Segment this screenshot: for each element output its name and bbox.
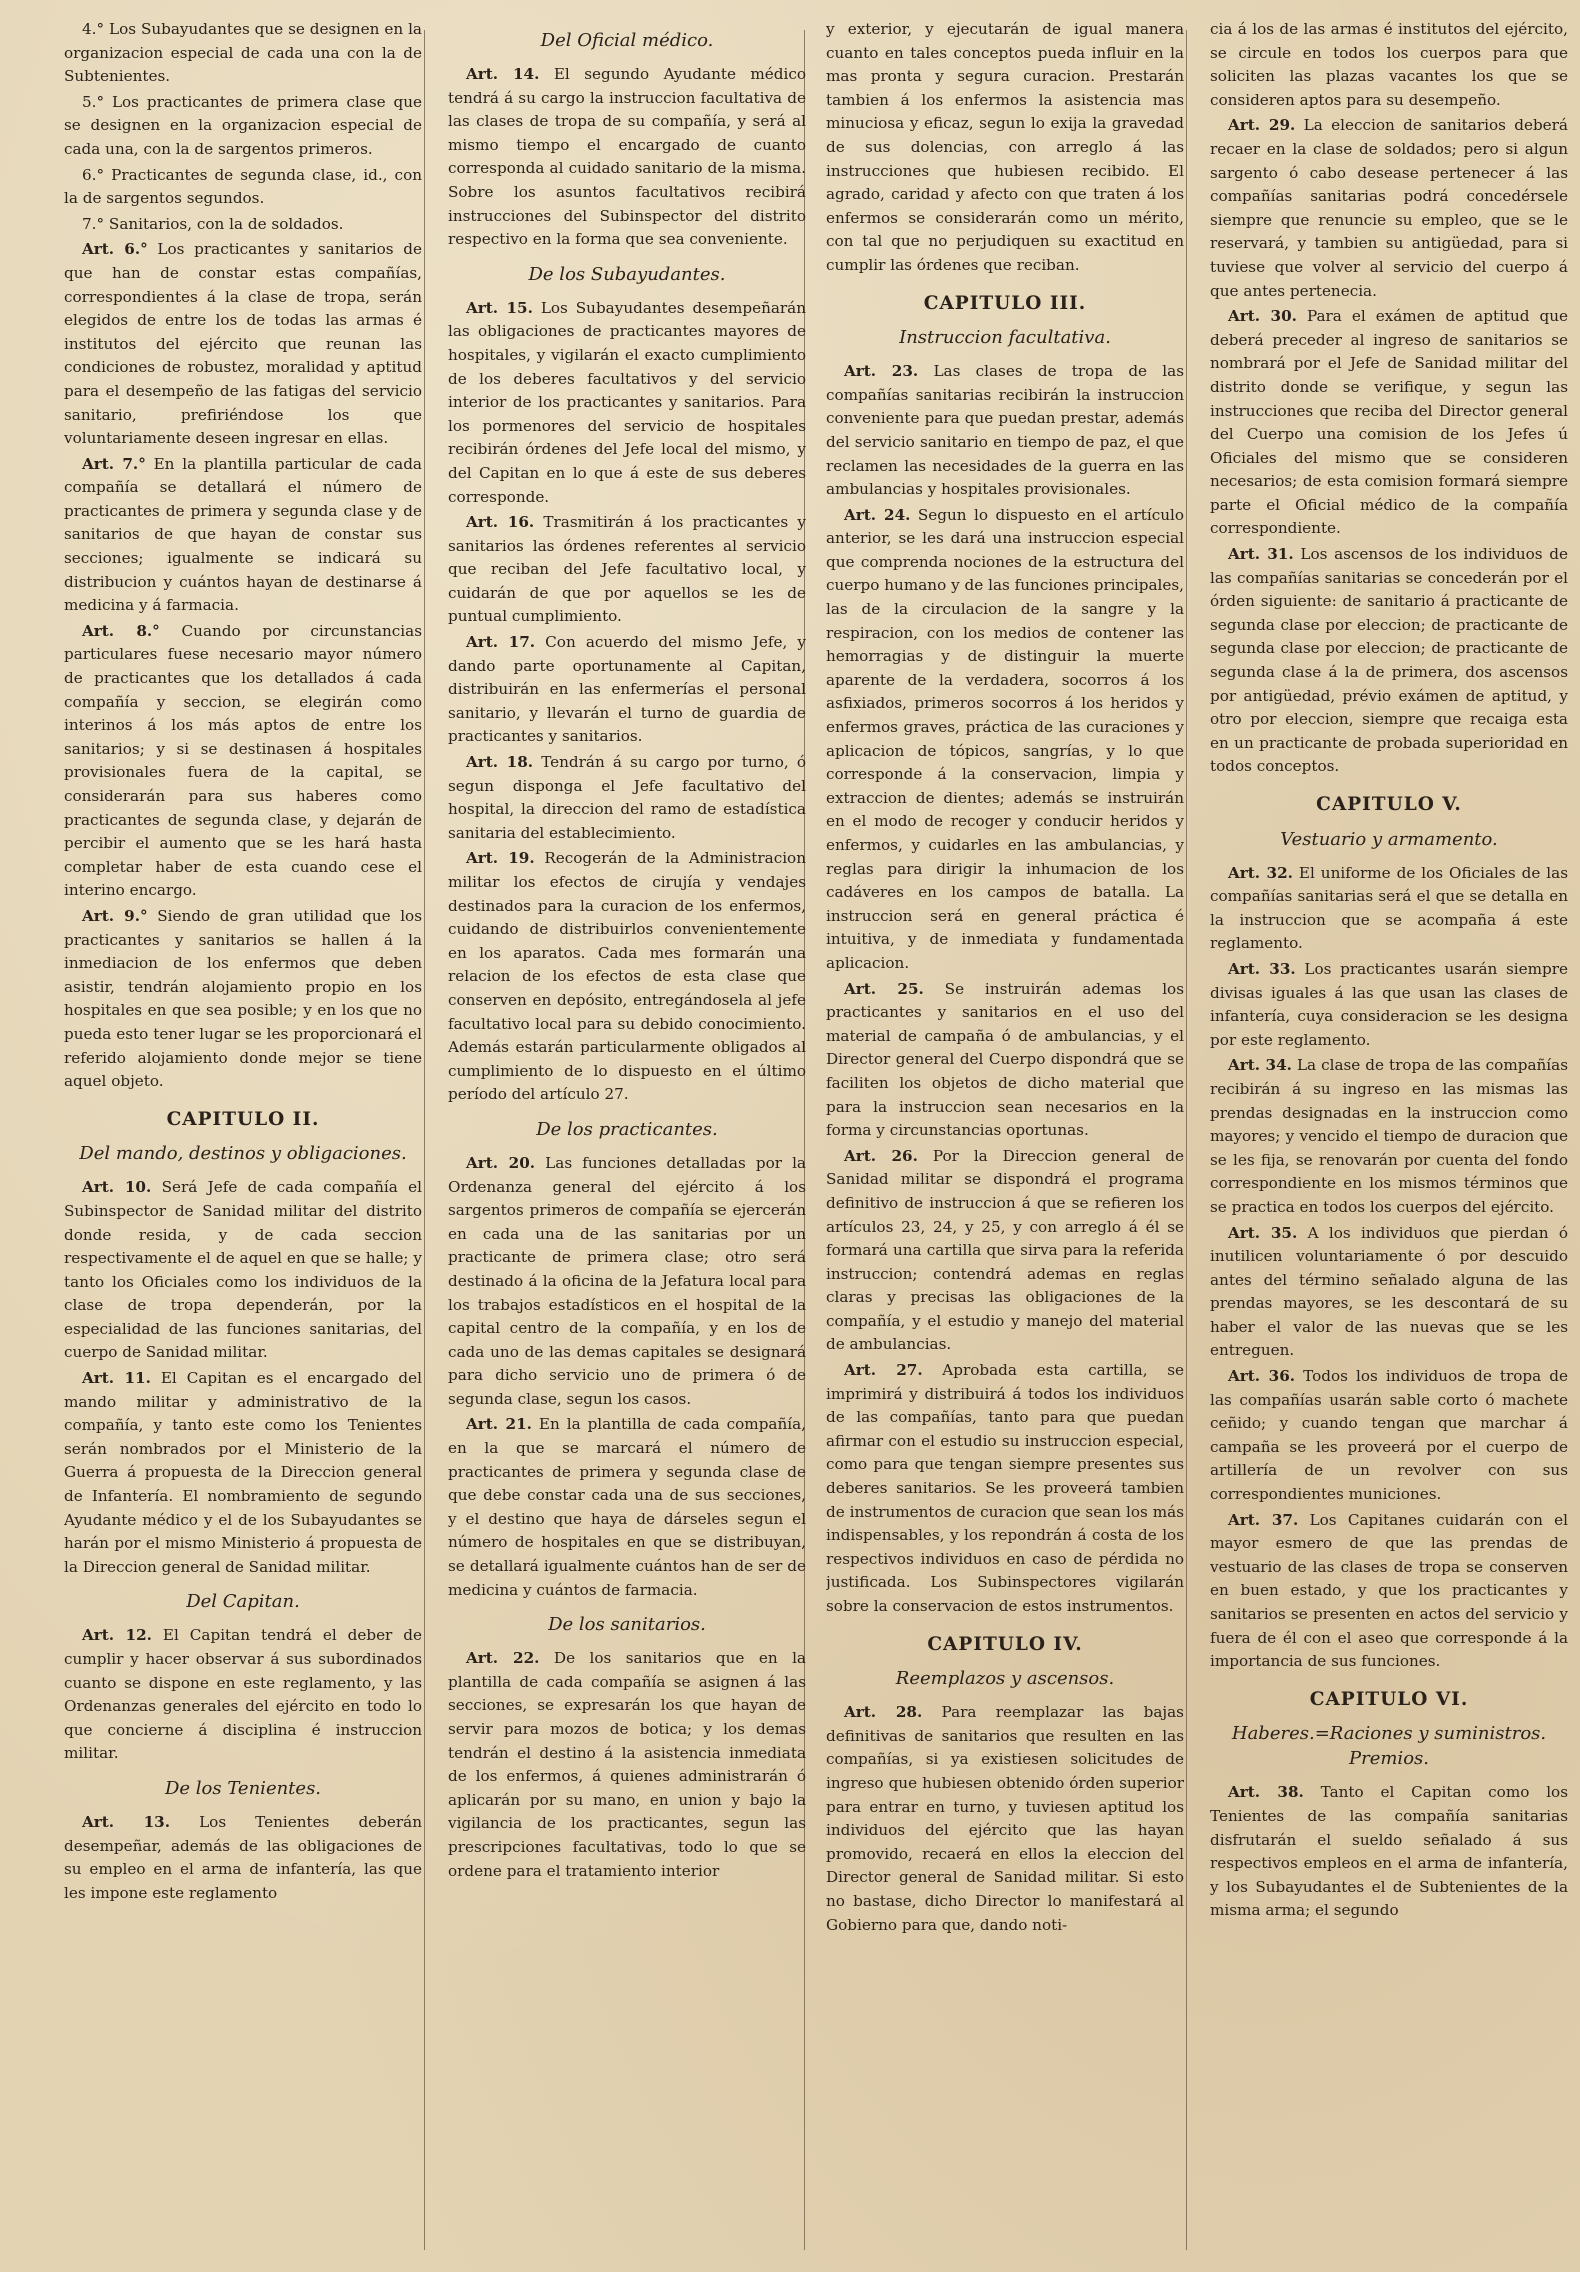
chapter-heading: CAPITULO III. (923, 292, 1087, 314)
article-paragraph (64, 1367, 422, 1579)
article-paragraph (1210, 1509, 1568, 1674)
article-number: Art. 27. (844, 1361, 923, 1380)
paragraph (826, 18, 1184, 278)
paragraph-text: De los sanitarios que en la plantilla de cada compañía se asignen á las secciones, se expresarán los que hayan de servir para mozos de botica; y los demas tendrán el destino á la asistencia inmediata de los enfermos, á quienes administrarán ó aplicarán por su mano, en union y bajo la vigilancia de los practicantes, segun las prescripciones facultativas, todo lo que se ordene para el tratamiento interior (448, 1649, 806, 1880)
paragraph-text: Los practicantes y sanitarios de que han de constar estas compañías, correspondientes á la clase de tropa, serán elegidos de entre los de todas las armas é institutos del ejército que reunan las condiciones de robustez, moralidad y aptitud para el desempeño de las fatigas del servicio sanitario, prefiriéndose los que voluntariamente deseen ingresar en ellas. (64, 240, 422, 448)
section-heading: De los Subayudantes. (528, 263, 726, 285)
article-paragraph (1210, 114, 1568, 303)
article-number: Art. 13. (82, 1812, 171, 1831)
section-heading: De los practicantes. (536, 1118, 718, 1140)
article-number: Art. 34. (1228, 1056, 1292, 1075)
text-column-1 (64, 18, 422, 2258)
article-number: Art. 14. (466, 65, 540, 83)
article-paragraph (1210, 543, 1568, 779)
article-paragraph (448, 297, 806, 509)
article-number: Art. 6.° (82, 240, 148, 259)
article-paragraph (826, 1701, 1184, 1937)
paragraph-text: cia á los de las armas é institutos del ejército, se circule en todos los cuerpos para que soliciten las plazas vacantes los que se consideren aptos para su desempeño. (1210, 20, 1568, 109)
paragraph-text: y exterior, y ejecutarán de igual manera cuanto en tales conceptos pueda influir en la mas pronta y segura curacion. Prestarán tambien á los enfermos la asistencia mas minuciosa y eficaz, segun lo exija la gravedad de sus dolencias, con arreglo á las instrucciones que hubiesen recibido. El agrado, caridad y afecto con que traten á los enfermos se considerarán como un mérito, con tal que no perjudiquen su exactitud en cumplir las órdenes que reciban. (826, 20, 1184, 274)
paragraph (64, 164, 422, 211)
article-paragraph (1210, 305, 1568, 541)
article-number: Art. 18. (466, 753, 534, 772)
article-number: Art. 11. (82, 1369, 151, 1388)
paragraph-text: 7.° Sanitarios, con la de soldados. (82, 214, 344, 233)
article-paragraph (64, 1176, 422, 1365)
paragraph-text: Las funciones detalladas por la Ordenanza general del ejército á los sargentos primeros de compañía se ejercerán en cada una de las sanitarias por un practicante de primera clase; otro será destinado á la oficina de la Jefatura local para los trabajos estadísticos en el hospital de la capital centro de la compañía, y en los de cada uno de las demas capitales se designará para dicho servicio uno de primera ó de segunda clase, segun los casos. (448, 1153, 806, 1408)
paragraph (64, 91, 422, 162)
paragraph-text: La clase de tropa de las compañías recibirán á su ingreso en las mismas las prendas designadas en la instruccion como mayores; y vencido el tiempo de duracion que se les fija, se renovarán por cuenta del fondo correspondiente en los mismos términos que se practica en todos los cuerpos del ejército. (1210, 1056, 1568, 1216)
section-heading: Del Capitan. (186, 1591, 300, 1613)
article-number: Art. 25. (844, 979, 924, 998)
chapter-heading: CAPITULO II. (166, 1108, 320, 1130)
article-number: Art. 8.° (82, 621, 160, 640)
paragraph-text: En la plantilla particular de cada compañía se detallará el número de practicantes de primera y segunda clase y de sanitarios de que hayan de constar sus secciones; igualmente se indicará su distribucion y cuántos hayan de destinarse á medicina y á farmacia. (64, 454, 422, 615)
article-paragraph (826, 360, 1184, 502)
chapter-heading: CAPITULO V. (1316, 794, 1462, 815)
article-number: Art. 35. (1228, 1223, 1298, 1242)
section-heading: Reemplazos y ascensos. (895, 1668, 1115, 1690)
paragraph-text: En la plantilla de cada compañía, en la que se marcará el número de practicantes de primera y segunda clase de que debe constar cada una de sus secciones, y el destino que haya de dárseles segun el número de hospitales en que se distribuyan, se detallará igualmente cuántos han de ser de medicina y cuántos de farmacia. (448, 1415, 806, 1599)
section-heading: Vestuario y armamento. (1280, 828, 1498, 850)
article-paragraph (448, 1152, 806, 1412)
paragraph-text: El Capitan es el encargado del mando militar y administrativo de la compañía, y tanto este como los Tenientes serán nombrados por el Ministerio de la Guerra á propuesta de la Direccion general de Infantería. El nombramiento de segundo Ayudante médico y el de los Subayudantes se harán por el mismo Ministerio á propuesta de la Direccion general de Sanidad militar. (64, 1369, 422, 1576)
paragraph-text: Será Jefe de cada compañía el Subinspector de Sanidad militar del distrito donde resida, y de cada seccion respectivamente el de aquel en que se halle; y tanto los Oficiales como los individuos de la clase de tropa dependerán, por la especialidad de las funciones sanitarias, del cuerpo de Sanidad militar. (64, 1178, 422, 1362)
article-paragraph (448, 847, 806, 1107)
text-column-3 (826, 18, 1184, 2258)
section-heading: Del mando, destinos y obligaciones. (79, 1143, 407, 1165)
paragraph-text: Todos los individuos de tropa de las compañías usarán sable corto ó machete ceñido; y cuando tengan que marchar á campaña se les proveerá por el cuerpo de artillería de un revolver con sus correspondientes municiones. (1210, 1367, 1568, 1504)
article-paragraph (826, 1359, 1184, 1619)
article-paragraph (448, 1413, 806, 1602)
article-paragraph (64, 1811, 422, 1905)
article-paragraph (64, 1624, 422, 1766)
article-number: Art. 16. (466, 513, 535, 532)
article-number: Art. 24. (844, 505, 911, 524)
paragraph-text: Los Subayudantes desempeñarán las obligaciones de practicantes mayores de hospitales, y vigilarán el exacto cumplimiento de los deberes facultativos y del servicio interior de los practicantes y sanitarios. Para los pormenores del servicio de hospitales recibirán órdenes del Jefe local del mismo, y del Capitan en lo que á este de sus deberes corresponde. (448, 298, 806, 506)
paragraph-text: Las clases de tropa de las compañías sanitarias recibirán la instruccion conveniente para que puedan prestar, además del servicio sanitario en tiempo de paz, el que reclamen las necesidades de la guerra en las ambulancias y hospitales provisionales. (826, 362, 1184, 499)
article-paragraph (1210, 862, 1568, 956)
article-paragraph (64, 238, 422, 450)
paragraph-text: Se instruirán ademas los practicantes y sanitarios en el uso del material de campaña ó de ambulancias, y el Director general del Cuerpo dispondrá que se faciliten los objetos de dicho material que para la instruccion sean necesarios en la forma y circunstancias oportunas. (826, 979, 1184, 1140)
article-number: Art. 21. (466, 1415, 532, 1434)
paragraph-text: Los ascensos de los individuos de las compañías sanitarias se concederán por el órden siguiente: de sanitario á practicante de segunda clase por eleccion; de practicante de segunda clase por eleccion; de practicante de segunda clase á la de primera, dos ascensos por antigüedad, prévio exámen de aptitud, y otro por eleccion, siempre que recaiga esta en un practicante de probada superioridad en todos conceptos. (1210, 545, 1568, 776)
section-heading: Instruccion facultativa. (899, 327, 1111, 349)
article-paragraph (1210, 958, 1568, 1052)
section-heading: De los sanitarios. (548, 1614, 706, 1636)
article-paragraph (448, 631, 806, 749)
paragraph-text: Tendrán á su cargo por turno, ó segun disponga el Jefe facultativo del hospital, la direccion del ramo de estadística sanitaria del establecimiento. (448, 753, 806, 842)
article-paragraph (1210, 1365, 1568, 1507)
article-number: Art. 30. (1228, 307, 1297, 326)
chapter-heading: CAPITULO IV. (927, 1633, 1083, 1655)
section-heading: Haberes.=Raciones y suministros. Premios. (1231, 1723, 1547, 1770)
paragraph-text: El Capitan tendrá el deber de cumplir y hacer observar á sus subordinados cuanto se dispone en este reglamento, y las Ordenanzas generales del ejército en todo lo que concierne á disciplina é instruccion militar. (64, 1626, 422, 1763)
paragraph (1210, 18, 1568, 112)
article-number: Art. 38. (1228, 1783, 1304, 1802)
chapter-heading: CAPITULO VI. (1309, 1688, 1469, 1710)
paragraph-text: 5.° Los practicantes de primera clase que se designen en la organizacion especial de cada una, con la de sargentos primeros. (64, 92, 422, 158)
paragraph-text: Tanto el Capitan como los Tenientes de las compañía sanitarias disfrutarán el sueldo señalado á sus respectivos empleos en el arma de infantería, y los Subayudantes el de Subtenientes de la misma arma; el segundo (1210, 1783, 1568, 1920)
paragraph-text: Los Capitanes cuidarán con el mayor esmero de que las prendas de vestuario de las clases de tropa se conserven en buen estado, y que los practicantes y sanitarios se presenten en actos del servicio y fuera de él con el aseo que corresponde á la importancia de sus funciones. (1210, 1510, 1568, 1671)
article-paragraph (64, 905, 422, 1094)
article-number: Art. 29. (1228, 116, 1296, 135)
article-paragraph (1210, 1781, 1568, 1923)
article-number: Art. 26. (844, 1146, 918, 1165)
article-paragraph (826, 978, 1184, 1143)
paragraph-text: 4.° Los Subayudantes que se designen en la organizacion especial de cada una con la de Subtenientes. (64, 20, 422, 86)
article-number: Art. 32. (1228, 863, 1293, 882)
article-number: Art. 22. (466, 1649, 540, 1668)
article-number: Art. 9.° (82, 906, 148, 925)
column-divider (1186, 30, 1187, 2250)
article-number: Art. 31. (1228, 545, 1294, 564)
paragraph-text: Por la Direccion general de Sanidad militar se dispondrá el programa definitivo de instruccion á que se refieren los artículos 23, 24, y 25, y con arreglo á él se formará una cartilla que sirva para la referida instruccion; contendrá ademas en reglas claras y precisas las obligaciones de la compañía, y el estudio y manejo del material de ambulancias. (826, 1146, 1184, 1354)
text-column-4 (1210, 18, 1568, 2258)
article-paragraph (64, 453, 422, 618)
article-paragraph (448, 511, 806, 629)
article-number: Art. 12. (82, 1626, 152, 1645)
paragraph-text: Segun lo dispuesto en el artículo anterior, se les dará una instruccion especial que comprenda nociones de la estructura del cuerpo humano y de las funciones principales, las de la circulacion de la sangre y la respiracion, con los medios de contener las hemorragias y de distinguir la muerte aparente de la verdadera, socorros á los asfixiados, primeros socorros á los heridos y enfermos graves, práctica de las curaciones y aplicacion de tópicos, sangrías, y lo que corresponde á la conservacion, limpia y extraccion de dientes; además se instruirán en el modo de recoger y conducir heridos y enfermos, y cuidarles en las ambulancias, y reglas para dirigir la inhumacion de los cadáveres en los campos de batalla. La instruccion será en general práctica é intuitiva, y de inmediata y fundamentada aplicacion. (826, 505, 1184, 972)
paragraph-text: Los practicantes usarán siempre divisas iguales á las que usan las clases de infantería, cuya consideracion se les designa por este reglamento. (1210, 959, 1568, 1049)
paragraph-text: La eleccion de sanitarios deberá recaer en la clase de soldados; pero si algun sargento ó cabo desease pertenecer á las compañías sanitarias podrá concedérsele siempre que renuncie su empleo, que se le reservará, y tambien su antigüedad, para si tuviese que volver al servicio del cuerpo á que antes pertenecia. (1210, 116, 1568, 300)
article-number: Art. 36. (1228, 1367, 1296, 1386)
column-divider (424, 30, 425, 2250)
article-number: Art. 7.° (82, 454, 146, 473)
paragraph-text: 6.° Practicantes de segunda clase, id., con la de sargentos segundos. (64, 165, 422, 208)
paragraph-text: A los individuos que pierdan ó inutilicen voluntariamente ó por descuido antes del término señalado alguna de las prendas mayores, se les descontará de su haber el valor de las nuevas que se les entreguen. (1210, 1223, 1568, 1360)
paragraph-text: Para reemplazar las bajas definitivas de sanitarios que resulten en las compañías, si ya existiesen solicitudes de ingreso que hubiesen obtenido órden superior para entrar en turno, y tuviesen aptitud los individuos del ejército que las hayan promovido, recaerá en ellos la eleccion del Director general de Sanidad militar. Si esto no bastase, dicho Director lo manifestará al Gobierno para que, dando noti- (826, 1703, 1184, 1934)
article-number: Art. 33. (1228, 959, 1296, 978)
article-number: Art. 17. (466, 633, 536, 652)
article-paragraph (448, 63, 806, 252)
article-number: Art. 28. (844, 1703, 923, 1722)
paragraph-text: Cuando por circunstancias particulares fuese necesario mayor número de practicantes que los detallados á cada compañía y seccion, se elegirán como interinos á los más aptos de entre los sanitarios; y si se destinasen á hospitales provisionales fuera de la capital, se considerarán para sus haberes como practicantes de segunda clase, y dejarán de percibir el aumento que se les hará hasta completar haber de esta cuando cese el interino encargo. (64, 621, 422, 900)
paragraph-text: Recogerán de la Administracion militar los efectos de cirujía y vendajes destinados para la curacion de los enfermos, cuidando de distribuirlos convenientemente en los aparatos. Cada mes formarán una relacion de los efectos de esta clase que conserven en depósito, entregándosela al jefe facultativo local para su debido conocimiento. Además estarán particularmente obligados al cumplimiento de lo dispuesto en el último período del artículo 27. (448, 849, 806, 1104)
article-number: Art. 10. (82, 1178, 152, 1197)
article-paragraph (1210, 1054, 1568, 1219)
paragraph-text: Trasmitirán á los practicantes y sanitarios las órdenes referentes al servicio que reciban del Jefe facultativo local, y cuidarán de que por aquellos se les de puntual cumplimiento. (448, 513, 806, 626)
article-number: Art. 19. (466, 849, 535, 868)
article-paragraph (448, 1647, 806, 1883)
paragraph-text: El uniforme de los Oficiales de las compañías sanitarias será el que se detalla en la instruccion que se acompaña á este reglamento. (1210, 863, 1568, 953)
article-paragraph (64, 620, 422, 903)
article-number: Art. 20. (466, 1153, 536, 1172)
article-number: Art. 15. (466, 298, 533, 317)
article-paragraph (448, 751, 806, 845)
paragraph-text: Con acuerdo del mismo Jefe, y dando parte oportunamente al Capitan, distribuirán en las enfermerías el personal sanitario, y llevarán el turno de guardia de practicantes y sanitarios. (448, 633, 806, 746)
paragraph-text: Siendo de gran utilidad que los practicantes y sanitarios se hallen á la inmediacion de los enfermos que deben asistir, tendrán alojamiento propio en los hospitales en que sea posible; y en los que no pueda esto tener lugar se les proporcionará el referido alojamiento donde mejor se tiene aquel objeto. (64, 906, 422, 1091)
article-paragraph (1210, 1222, 1568, 1364)
paragraph-text: Los Tenientes deberán desempeñar, además de las obligaciones de su empleo en el arma de infantería, las que les impone este reglamento (64, 1812, 422, 1902)
article-number: Art. 37. (1228, 1510, 1299, 1529)
section-heading: De los Tenientes. (164, 1777, 322, 1799)
text-column-2 (448, 18, 806, 2258)
paragraph-text: El segundo Ayudante médico tendrá á su cargo la instruccion facultativa de las clases de tropa de su compañía, y será al mismo tiempo el encargado de cuanto corresponda al cuidado sanitario de la misma. Sobre los asuntos facultativos recibirá instrucciones del Subinspector del distrito respectivo en la forma que sea conveniente. (448, 65, 806, 249)
paragraph (64, 213, 422, 237)
article-number: Art. 23. (844, 362, 919, 381)
paragraph-text: Para el exámen de aptitud que deberá preceder al ingreso de sanitarios se nombrará por el Jefe de Sanidad militar del distrito donde se verifique, y segun las instrucciones que reciba del Director general del Cuerpo una comision de los Jefes ú Oficiales del mismo que se consideren necesarios; de esta comision formará siempre parte el Oficial médico de la compañía correspondiente. (1210, 307, 1568, 538)
article-paragraph (826, 1145, 1184, 1357)
paragraph (64, 18, 422, 89)
section-heading: Del Oficial médico. (540, 30, 714, 51)
article-paragraph (826, 504, 1184, 976)
paragraph-text: Aprobada esta cartilla, se imprimirá y distribuirá á todos los individuos de las compañías, tanto para que puedan afirmar con el estudio su instruccion especial, como para que tengan siempre presentes sus deberes sanitarios. Se les proveerá tambien de instrumentos de curacion que sean los más indispensables, y los repondrán á costa de los respectivos individuos en caso de pérdida no justificada. Los Subinspectores vigilarán sobre la conservacion de estos instrumentos. (826, 1361, 1184, 1615)
